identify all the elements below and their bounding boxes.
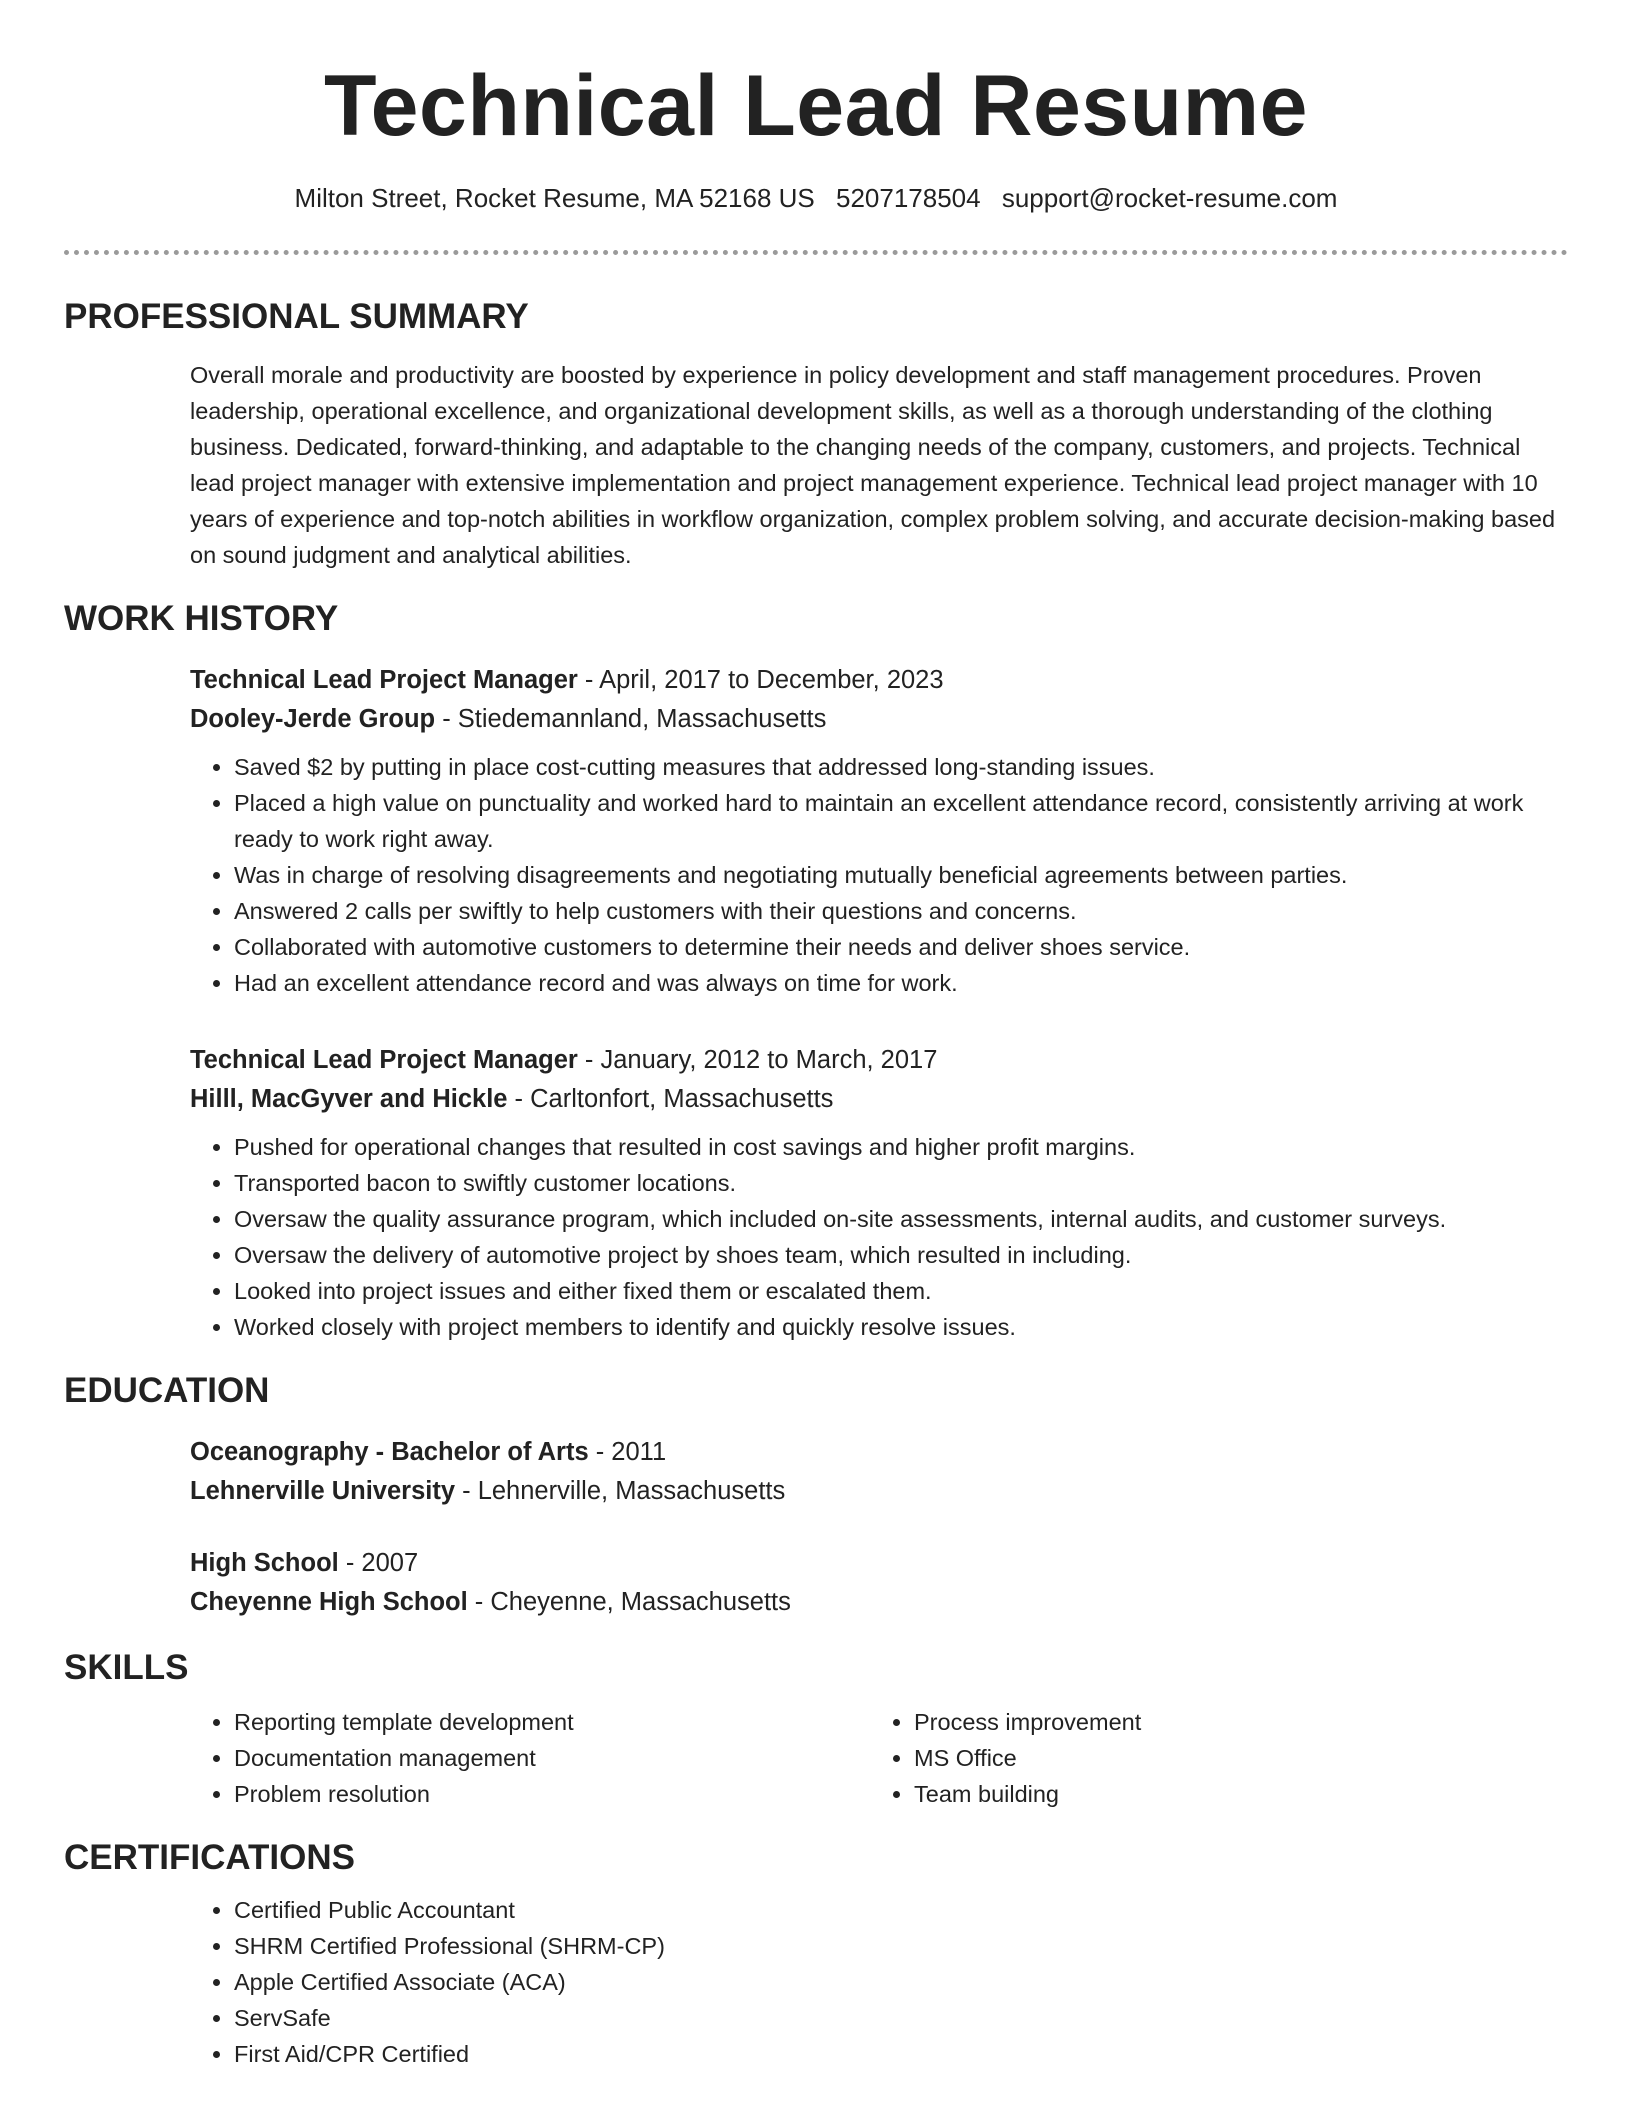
skills-columns [190,1704,1568,1812]
education-section [64,1367,1568,1622]
skill-item: • Process improvement [914,1704,1550,1740]
job-entry [64,1041,1568,1345]
certifications-section [64,1834,1568,2072]
school: Cheyenne High School [190,1588,468,1616]
certification-item: • ServSafe [234,2000,1568,2036]
job-company: Hilll, MacGyver and Hickle [190,1085,508,1113]
resume-title: Technical Lead Resume [324,58,1308,154]
school-location: - Cheyenne, Massachusetts [467,1588,791,1616]
skill-item: • Reporting template development [234,1704,870,1740]
header-divider [64,250,1568,255]
job-bullet: • Answered 2 calls per swiftly to help customers with their questions and concerns. [234,893,1568,929]
skill-item: • Team building [914,1776,1550,1812]
summary-heading: PROFESSIONAL SUMMARY [64,297,529,336]
skills-list-left [190,1704,870,1812]
education-heading: EDUCATION [64,1371,270,1410]
job-bullet: • Collaborated with automotive customers to determine their needs and deliver shoes service. [234,929,1568,965]
contact-email: support@rocket-resume.com [1001,183,1338,213]
job-company-line [190,700,1568,739]
contact-phone: 5207178504 [836,183,981,213]
job-bullet: • Had an excellent attendance record and was always on time for work. [234,965,1568,1001]
certification-item: • First Aid/CPR Certified [234,2036,1568,2072]
certifications-list [190,1892,1568,2072]
degree-line [190,1433,1568,1472]
degree: High School [190,1549,339,1577]
contact-address: Milton Street, Rocket Resume, MA 52168 US [294,183,815,213]
summary-text: Overall morale and productivity are boosted by experience in policy development and staff management procedures. Proven leadership, operational excellence, and organizational development skills, as well as a thorough understanding of the clothing business. Dedicated, forward-thinking, and adaptable to the changing needs of the company, customers, and projects. Technical lead project manager with extensive implementation and project management experience. Technical lead project manager with 10 years of experience and top-notch abilities in workflow organization, complex problem solving, and accurate decision-making based on sound judgment and analytical abilities. [190,362,1556,568]
skill-item: • Documentation management [234,1740,870,1776]
job-bullet: • Placed a high value on punctuality and worked hard to maintain an excellent attendance record, consistently arriving at work ready to work right away. [234,785,1568,857]
contact-line [0,0,1632,215]
degree-year: - 2011 [588,1438,667,1466]
job-title: Technical Lead Project Manager [190,1046,578,1074]
summary-section [64,293,1568,573]
job-bullet: • Oversaw the quality assurance program, which included on-site assessments, internal audits, and customer surveys. [234,1201,1568,1237]
job-bullet: • Oversaw the delivery of automotive project by shoes team, which resulted in including. [234,1237,1568,1273]
job-bullet: • Transported bacon to swiftly customer locations. [234,1165,1568,1201]
skill-item: • MS Office [914,1740,1550,1776]
certifications-heading: CERTIFICATIONS [64,1838,356,1877]
degree-year: - 2007 [338,1549,419,1577]
education-entry [64,1433,1568,1511]
job-location: - Stiedemannland, Massachusetts [435,705,827,733]
education-entry [64,1544,1568,1622]
school-location: - Lehnerville, Massachusetts [455,1477,786,1505]
job-dates: - April, 2017 to December, 2023 [577,666,944,694]
school: Lehnerville University [190,1477,456,1505]
job-title: Technical Lead Project Manager [190,666,578,694]
skill-item: • Problem resolution [234,1776,870,1812]
job-location: - Carltonfort, Massachusetts [507,1085,834,1113]
job-title-line [190,1041,1568,1080]
school-line [190,1583,1568,1622]
job-bullets [190,1129,1568,1345]
certification-item: • Apple Certified Associate (ACA) [234,1964,1568,2000]
degree-line [190,1544,1568,1583]
job-bullets [190,749,1568,1001]
job-bullet: • Looked into project issues and either fixed them or escalated them. [234,1273,1568,1309]
job-title-line [190,661,1568,700]
skills-list-right [870,1704,1550,1812]
certification-item: • Certified Public Accountant [234,1892,1568,1928]
resume-content [64,293,1568,2072]
work-history-section [64,595,1568,1345]
job-bullet: • Pushed for operational changes that resulted in cost savings and higher profit margins. [234,1129,1568,1165]
job-bullet: • Was in charge of resolving disagreements and negotiating mutually beneficial agreements between parties. [234,857,1568,893]
job-entry [64,661,1568,1001]
job-company: Dooley-Jerde Group [190,705,436,733]
degree: Oceanography - Bachelor of Arts [190,1438,589,1466]
certification-item: • SHRM Certified Professional (SHRM-CP) [234,1928,1568,1964]
work-history-heading: WORK HISTORY [64,599,339,638]
job-bullet: • Worked closely with project members to identify and quickly resolve issues. [234,1309,1568,1345]
skills-section [64,1644,1568,1812]
job-company-line [190,1080,1568,1119]
job-dates: - January, 2012 to March, 2017 [577,1046,938,1074]
job-bullet: • Saved $2 by putting in place cost-cutting measures that addressed long-standing issues. [234,749,1568,785]
school-line [190,1472,1568,1511]
skills-heading: SKILLS [64,1648,189,1687]
